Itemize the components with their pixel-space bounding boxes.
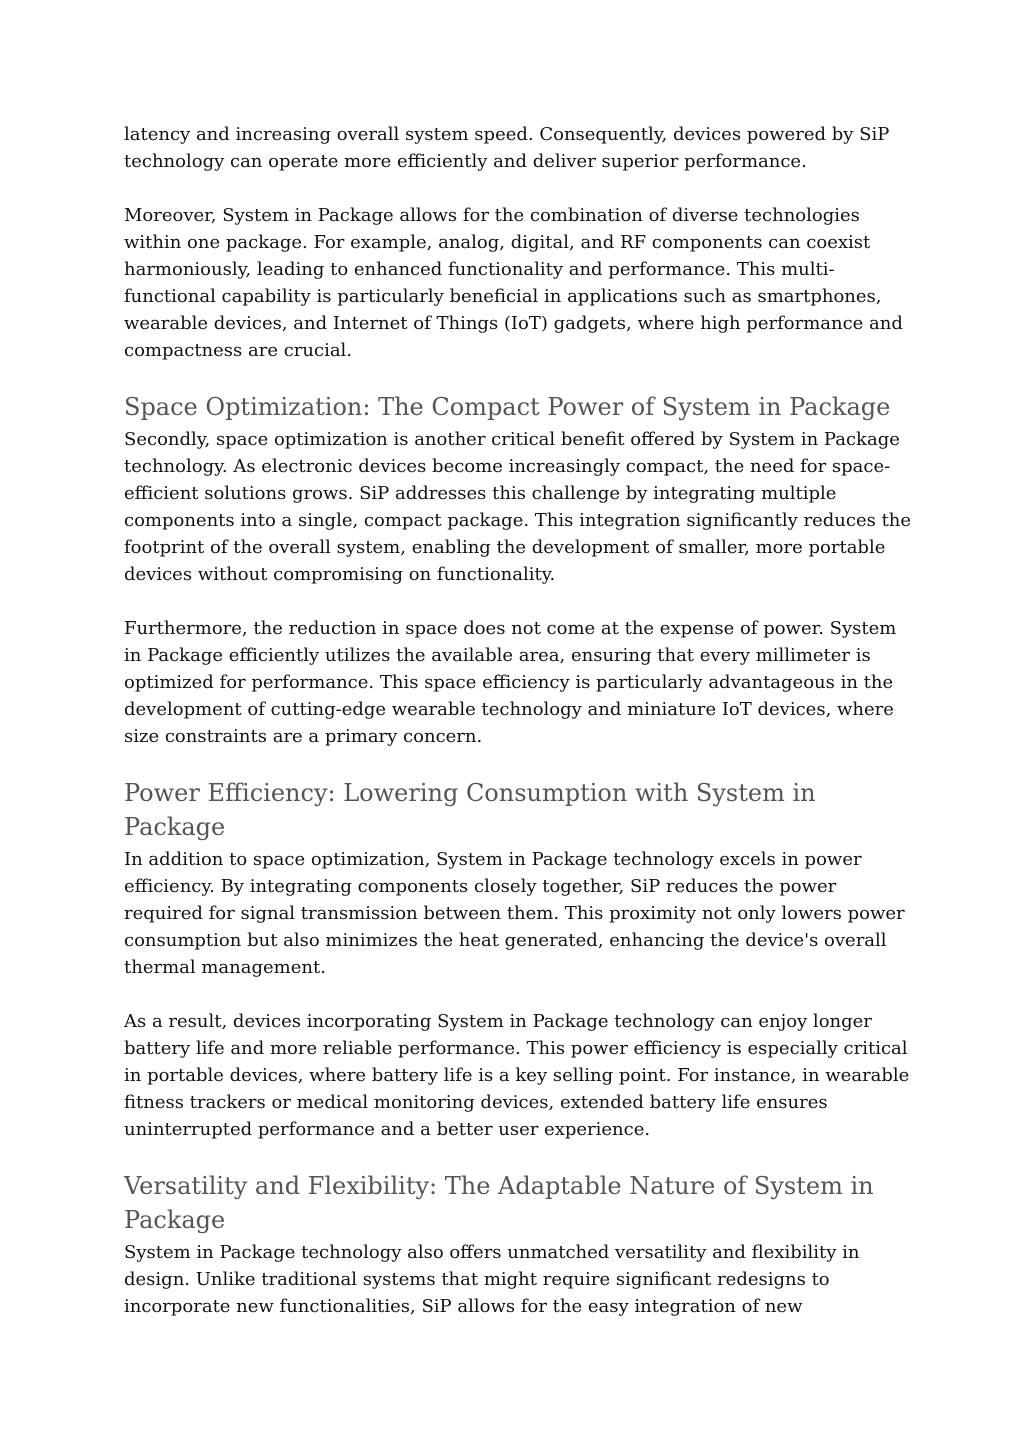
body-paragraph: As a result, devices incorporating System in Package technology can enjoy longer battery life and more reliable performance. This power efficiency is especially critical in portable devices, where battery life is a key selling point. For instance, in wearable fitness trackers or medical monitoring devices, extended battery life ensures uninterrupted performance and a better user experience. — [124, 1011, 910, 1140]
section-heading: Power Efficiency: Lowering Consumption with System in Package — [124, 779, 816, 841]
document-page — [124, 121, 914, 1320]
body-paragraph: System in Package technology also offers unmatched versatility and flexibility in design. Unlike traditional systems that might require significant redesigns to incorporate new functionalities, SiP allows for the easy integration of new — [124, 1242, 860, 1317]
section-heading: Space Optimization: The Compact Power of System in Package — [124, 393, 891, 421]
body-paragraph: Moreover, System in Package allows for the combination of diverse technologies within one package. For example, analog, digital, and RF components can coexist harmoniously, leading to enhanced functionality and performance. This multi-functional capability is particularly beneficial in applications such as smartphones, wearable devices, and Internet of Things (IoT) gadgets, where high performance and compactness are crucial. — [124, 205, 903, 361]
section-power-efficiency — [124, 776, 914, 1143]
body-paragraph: Furthermore, the reduction in space does not come at the expense of power. System in Package efficiently utilizes the available area, ensuring that every millimeter is optimized for performance. This space efficiency is particularly advantageous in the development of cutting-edge wearable technology and miniature IoT devices, where size constraints are a primary concern. — [124, 618, 897, 747]
section-heading: Versatility and Flexibility: The Adaptable Nature of System in Package — [124, 1172, 874, 1234]
body-paragraph: In addition to space optimization, System in Package technology excels in power efficiency. By integrating components closely together, SiP reduces the power required for signal transmission between them. This proximity not only lowers power consumption but also minimizes the heat generated, enhancing the device's overall thermal management. — [124, 849, 905, 978]
body-paragraph: latency and increasing overall system speed. Consequently, devices powered by SiP technology can operate more efficiently and deliver superior performance. — [124, 124, 890, 172]
section-space-optimization — [124, 390, 914, 750]
body-paragraph: Secondly, space optimization is another critical benefit offered by System in Package technology. As electronic devices become increasingly compact, the need for space-efficient solutions grows. SiP addresses this challenge by integrating multiple components into a single, compact package. This integration significantly reduces the footprint of the overall system, enabling the development of smaller, more portable devices without compromising on functionality. — [124, 429, 912, 585]
intro-block — [124, 121, 914, 364]
section-versatility-flexibility — [124, 1169, 914, 1320]
